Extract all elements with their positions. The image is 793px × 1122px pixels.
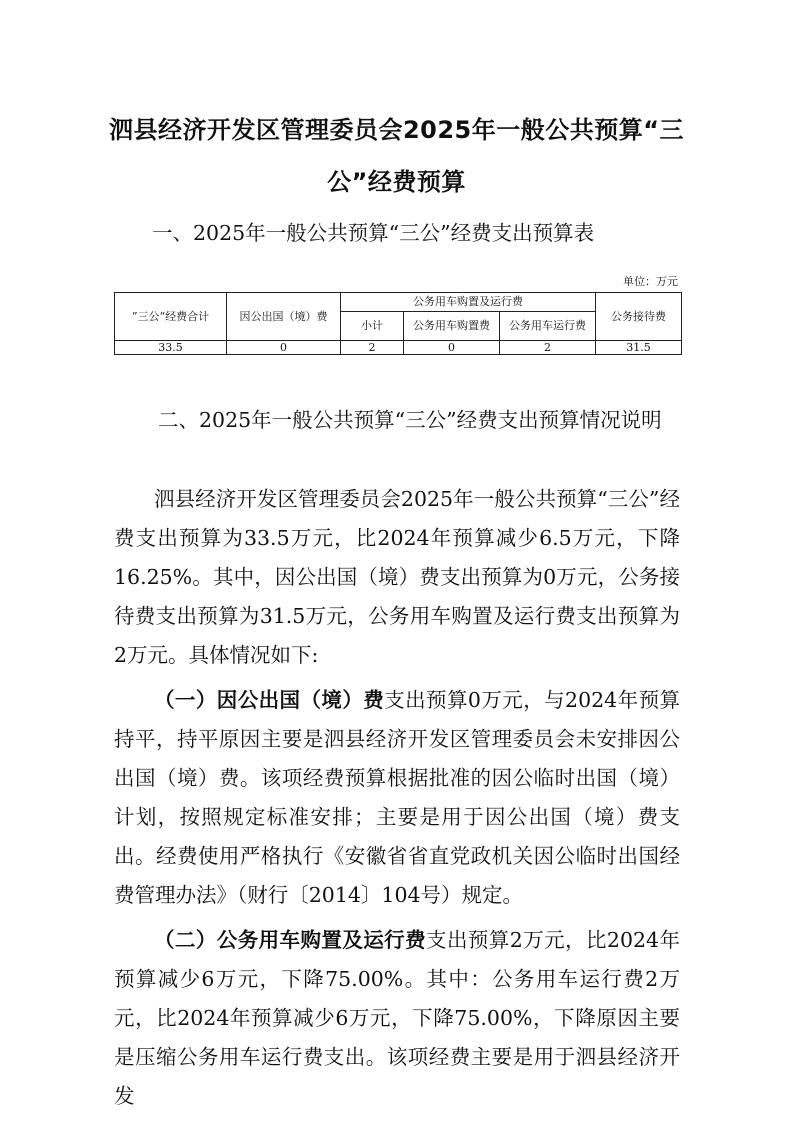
cell-subtotal: 2 [341, 341, 404, 355]
paragraph-summary: 泗县经济开发区管理委员会2025年一般公共预算“三公”经费支出预算为33.5万元，比2024年预算减少6.5万元，下降16.25%。其中，因公出国（境）费支出预算为0万元，公务接待费支出预算为31.5万元，公务用车购置及运行费支出预算为2万元。具体情况如下: [114, 487, 680, 667]
cell-operation: 2 [500, 341, 596, 355]
unit-label: 单位：万元 [623, 275, 678, 288]
paragraph-vehicle [114, 921, 680, 1116]
paragraph-abroad [114, 681, 680, 915]
header-vehicle-group: 公务用车购置及运行费 [341, 293, 596, 312]
cell-abroad: 0 [227, 341, 341, 355]
item-label-abroad: （一）因公出国（境）费 [154, 688, 385, 712]
header-reception: 公务接待费 [596, 293, 682, 341]
header-abroad: 因公出国（境）费 [227, 293, 341, 341]
document-title: 泗县经济开发区管理委员会2025年一般公共预算“三公”经费预算 [108, 116, 685, 196]
cell-reception: 31.5 [596, 341, 682, 355]
budget-table [114, 292, 682, 355]
item-text-abroad: 支出预算0万元，与2024年预算持平，持平原因主要是泗县经济开发区管理委员会未安排因公出国（境）费。该项经费预算根据批准的因公临时出国（境）计划，按照规定标准安排；主要是用于因公出国（境）费支出。经费使用严格执行《安徽省省直党政机关因公临时出国经费管理办法》（财行〔2014〕104号）规定。 [114, 688, 681, 907]
table-header-row [115, 293, 682, 312]
header-total: ”三公“经费合计 [115, 293, 227, 341]
table-row [115, 341, 682, 355]
item-label-vehicle: （二）公务用车购置及运行费 [154, 928, 427, 952]
section-heading-explanation: 二、2025年一般公共预算“三公”经费支出预算情况说明 [158, 408, 662, 432]
document-body [114, 480, 680, 1122]
header-operation: 公务用车运行费 [500, 312, 596, 341]
header-subtotal: 小计 [341, 312, 404, 341]
cell-purchase: 0 [404, 341, 500, 355]
section-heading-budget-table: 一、2025年一般公共预算“三公”经费支出预算表 [152, 221, 595, 245]
cell-total: 33.5 [115, 341, 227, 355]
item-text-vehicle: 支出预算2万元，比2024年预算减少6万元，下降75.00%。其中：公务用车运行费2万元，比2024年预算减少6万元，下降75.00%，下降原因主要是压缩公务用车运行费支出。该项经费主要是用于泗县经济开发 [114, 928, 680, 1108]
header-purchase: 公务用车购置费 [404, 312, 500, 341]
